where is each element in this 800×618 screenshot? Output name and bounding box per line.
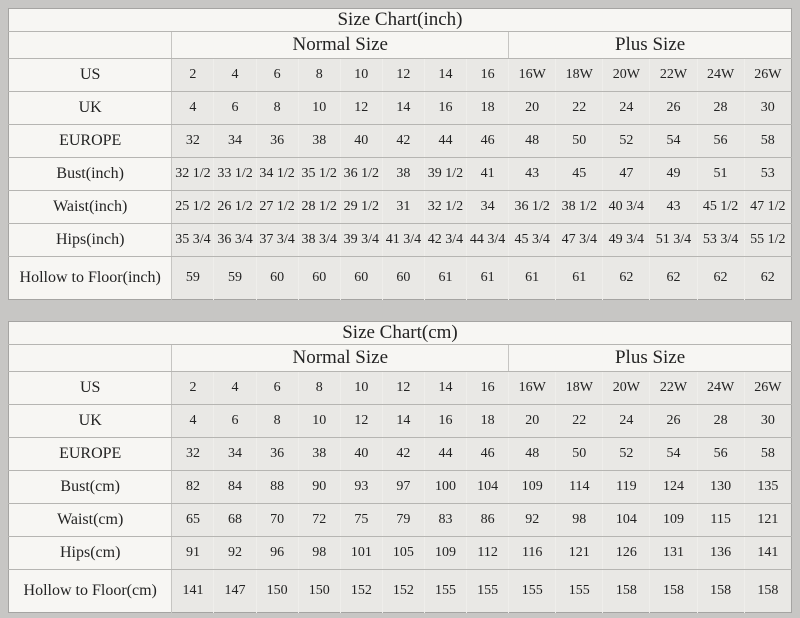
size-value-cell: 136 <box>697 537 744 570</box>
size-value-cell: 96 <box>256 537 298 570</box>
size-value-cell: 84 <box>214 471 256 504</box>
size-value-cell: 27 1/2 <box>256 191 298 224</box>
row-label: EUROPE <box>9 438 172 471</box>
table-row <box>9 92 792 125</box>
size-value-cell: 25 1/2 <box>172 191 214 224</box>
size-value-cell: 32 1/2 <box>424 191 466 224</box>
size-value-cell: 31 <box>382 191 424 224</box>
size-value-cell: 36 <box>256 438 298 471</box>
size-value-cell: 115 <box>697 504 744 537</box>
row-label: Hips(cm) <box>9 537 172 570</box>
size-value-cell: 6 <box>214 92 256 125</box>
size-value-cell: 45 <box>556 158 603 191</box>
table-row <box>9 537 792 570</box>
normal-size-header: Normal Size <box>172 345 509 372</box>
size-value-cell: 90 <box>298 471 340 504</box>
size-value-cell: 16W <box>509 59 556 92</box>
size-value-cell: 34 1/2 <box>256 158 298 191</box>
size-value-cell: 50 <box>556 125 603 158</box>
size-value-cell: 16 <box>424 92 466 125</box>
size-value-cell: 51 3/4 <box>650 224 697 257</box>
table-title-row <box>9 322 792 345</box>
size-value-cell: 135 <box>744 471 791 504</box>
size-value-cell: 56 <box>697 438 744 471</box>
row-label: Bust(cm) <box>9 471 172 504</box>
table-title: Size Chart(cm) <box>9 322 792 345</box>
size-value-cell: 37 3/4 <box>256 224 298 257</box>
plus-size-header: Plus Size <box>509 32 792 59</box>
size-value-cell: 10 <box>298 92 340 125</box>
size-value-cell: 109 <box>424 537 466 570</box>
size-value-cell: 6 <box>256 59 298 92</box>
size-value-cell: 47 <box>603 158 650 191</box>
size-value-cell: 16 <box>467 372 509 405</box>
size-value-cell: 109 <box>650 504 697 537</box>
size-chart-inch-table <box>8 8 792 300</box>
size-value-cell: 61 <box>424 257 466 300</box>
size-value-cell: 6 <box>214 405 256 438</box>
size-value-cell: 38 <box>298 438 340 471</box>
size-value-cell: 101 <box>340 537 382 570</box>
size-value-cell: 47 1/2 <box>744 191 791 224</box>
size-value-cell: 4 <box>214 372 256 405</box>
size-value-cell: 158 <box>603 570 650 613</box>
size-value-cell: 147 <box>214 570 256 613</box>
size-value-cell: 40 3/4 <box>603 191 650 224</box>
size-value-cell: 112 <box>467 537 509 570</box>
size-value-cell: 58 <box>744 438 791 471</box>
size-value-cell: 62 <box>650 257 697 300</box>
size-value-cell: 62 <box>697 257 744 300</box>
size-value-cell: 155 <box>556 570 603 613</box>
size-value-cell: 8 <box>256 405 298 438</box>
size-value-cell: 34 <box>214 438 256 471</box>
size-value-cell: 105 <box>382 537 424 570</box>
size-value-cell: 51 <box>697 158 744 191</box>
size-value-cell: 4 <box>214 59 256 92</box>
size-value-cell: 104 <box>467 471 509 504</box>
size-value-cell: 116 <box>509 537 556 570</box>
size-value-cell: 2 <box>172 59 214 92</box>
size-value-cell: 28 <box>697 405 744 438</box>
table-row <box>9 125 792 158</box>
row-label: US <box>9 372 172 405</box>
size-value-cell: 14 <box>382 92 424 125</box>
size-value-cell: 41 <box>467 158 509 191</box>
size-chart-cm-rows <box>9 372 792 613</box>
size-value-cell: 18 <box>467 405 509 438</box>
row-label: UK <box>9 405 172 438</box>
size-value-cell: 158 <box>744 570 791 613</box>
size-value-cell: 12 <box>340 405 382 438</box>
table-row <box>9 224 792 257</box>
size-value-cell: 40 <box>340 438 382 471</box>
size-value-cell: 44 3/4 <box>467 224 509 257</box>
size-value-cell: 36 1/2 <box>340 158 382 191</box>
size-value-cell: 4 <box>172 92 214 125</box>
size-value-cell: 26W <box>744 372 791 405</box>
size-value-cell: 155 <box>467 570 509 613</box>
table-row <box>9 191 792 224</box>
size-value-cell: 59 <box>172 257 214 300</box>
size-value-cell: 38 3/4 <box>298 224 340 257</box>
size-value-cell: 20 <box>509 405 556 438</box>
size-value-cell: 43 <box>650 191 697 224</box>
size-value-cell: 20 <box>509 92 556 125</box>
size-value-cell: 34 <box>214 125 256 158</box>
size-value-cell: 141 <box>172 570 214 613</box>
size-value-cell: 58 <box>744 125 791 158</box>
size-value-cell: 16 <box>467 59 509 92</box>
size-value-cell: 60 <box>298 257 340 300</box>
size-value-cell: 26 <box>650 405 697 438</box>
size-value-cell: 124 <box>650 471 697 504</box>
size-value-cell: 109 <box>509 471 556 504</box>
size-value-cell: 24W <box>697 372 744 405</box>
size-value-cell: 14 <box>424 372 466 405</box>
size-value-cell: 14 <box>424 59 466 92</box>
size-value-cell: 35 3/4 <box>172 224 214 257</box>
size-value-cell: 38 <box>298 125 340 158</box>
table-row <box>9 570 792 613</box>
table-row <box>9 405 792 438</box>
size-value-cell: 150 <box>256 570 298 613</box>
size-value-cell: 42 <box>382 438 424 471</box>
size-value-cell: 62 <box>603 257 650 300</box>
size-value-cell: 126 <box>603 537 650 570</box>
size-value-cell: 32 <box>172 438 214 471</box>
table-row <box>9 257 792 300</box>
size-value-cell: 61 <box>556 257 603 300</box>
table-row <box>9 59 792 92</box>
size-value-cell: 30 <box>744 405 791 438</box>
size-value-cell: 52 <box>603 438 650 471</box>
size-value-cell: 33 1/2 <box>214 158 256 191</box>
size-value-cell: 39 3/4 <box>340 224 382 257</box>
size-value-cell: 61 <box>509 257 556 300</box>
size-value-cell: 12 <box>382 59 424 92</box>
size-value-cell: 28 1/2 <box>298 191 340 224</box>
normal-size-header: Normal Size <box>172 32 509 59</box>
size-value-cell: 83 <box>424 504 466 537</box>
size-value-cell: 131 <box>650 537 697 570</box>
size-value-cell: 158 <box>697 570 744 613</box>
size-value-cell: 79 <box>382 504 424 537</box>
size-value-cell: 24W <box>697 59 744 92</box>
column-group-row <box>9 345 792 372</box>
size-value-cell: 22W <box>650 372 697 405</box>
size-value-cell: 75 <box>340 504 382 537</box>
size-value-cell: 44 <box>424 438 466 471</box>
size-value-cell: 46 <box>467 125 509 158</box>
table-title-row <box>9 9 792 32</box>
size-value-cell: 119 <box>603 471 650 504</box>
size-value-cell: 72 <box>298 504 340 537</box>
size-value-cell: 8 <box>298 59 340 92</box>
size-value-cell: 36 3/4 <box>214 224 256 257</box>
size-value-cell: 49 3/4 <box>603 224 650 257</box>
size-value-cell: 130 <box>697 471 744 504</box>
size-value-cell: 8 <box>298 372 340 405</box>
size-value-cell: 97 <box>382 471 424 504</box>
size-value-cell: 52 <box>603 125 650 158</box>
size-value-cell: 50 <box>556 438 603 471</box>
size-value-cell: 141 <box>744 537 791 570</box>
size-value-cell: 32 1/2 <box>172 158 214 191</box>
size-value-cell: 10 <box>340 59 382 92</box>
size-value-cell: 93 <box>340 471 382 504</box>
row-label: Bust(inch) <box>9 158 172 191</box>
size-value-cell: 16 <box>424 405 466 438</box>
size-value-cell: 54 <box>650 438 697 471</box>
size-value-cell: 49 <box>650 158 697 191</box>
size-value-cell: 10 <box>340 372 382 405</box>
size-value-cell: 98 <box>556 504 603 537</box>
size-value-cell: 18W <box>556 59 603 92</box>
size-value-cell: 10 <box>298 405 340 438</box>
size-value-cell: 158 <box>650 570 697 613</box>
size-value-cell: 152 <box>340 570 382 613</box>
size-value-cell: 45 3/4 <box>509 224 556 257</box>
size-value-cell: 150 <box>298 570 340 613</box>
size-value-cell: 98 <box>298 537 340 570</box>
size-value-cell: 86 <box>467 504 509 537</box>
table-row <box>9 372 792 405</box>
size-value-cell: 45 1/2 <box>697 191 744 224</box>
size-value-cell: 35 1/2 <box>298 158 340 191</box>
size-value-cell: 152 <box>382 570 424 613</box>
size-value-cell: 46 <box>467 438 509 471</box>
corner-cell <box>9 32 172 59</box>
size-value-cell: 32 <box>172 125 214 158</box>
size-value-cell: 34 <box>467 191 509 224</box>
size-value-cell: 12 <box>382 372 424 405</box>
size-value-cell: 40 <box>340 125 382 158</box>
size-value-cell: 60 <box>340 257 382 300</box>
size-value-cell: 61 <box>467 257 509 300</box>
size-value-cell: 12 <box>340 92 382 125</box>
table-row <box>9 504 792 537</box>
size-value-cell: 24 <box>603 92 650 125</box>
size-value-cell: 62 <box>744 257 791 300</box>
table-row <box>9 438 792 471</box>
size-value-cell: 82 <box>172 471 214 504</box>
size-value-cell: 26 1/2 <box>214 191 256 224</box>
size-value-cell: 53 <box>744 158 791 191</box>
size-value-cell: 30 <box>744 92 791 125</box>
size-value-cell: 155 <box>509 570 556 613</box>
size-value-cell: 54 <box>650 125 697 158</box>
size-value-cell: 38 1/2 <box>556 191 603 224</box>
size-value-cell: 36 1/2 <box>509 191 556 224</box>
size-value-cell: 20W <box>603 59 650 92</box>
size-value-cell: 121 <box>556 537 603 570</box>
size-value-cell: 38 <box>382 158 424 191</box>
size-value-cell: 70 <box>256 504 298 537</box>
table-row <box>9 158 792 191</box>
row-label: Hollow to Floor(inch) <box>9 257 172 300</box>
size-value-cell: 65 <box>172 504 214 537</box>
table-row <box>9 471 792 504</box>
size-value-cell: 47 3/4 <box>556 224 603 257</box>
size-value-cell: 22 <box>556 92 603 125</box>
size-value-cell: 2 <box>172 372 214 405</box>
size-value-cell: 43 <box>509 158 556 191</box>
size-value-cell: 155 <box>424 570 466 613</box>
table-title: Size Chart(inch) <box>9 9 792 32</box>
size-value-cell: 41 3/4 <box>382 224 424 257</box>
size-value-cell: 24 <box>603 405 650 438</box>
row-label: Waist(inch) <box>9 191 172 224</box>
size-value-cell: 42 3/4 <box>424 224 466 257</box>
size-value-cell: 44 <box>424 125 466 158</box>
size-value-cell: 42 <box>382 125 424 158</box>
size-value-cell: 91 <box>172 537 214 570</box>
size-value-cell: 18W <box>556 372 603 405</box>
size-value-cell: 48 <box>509 438 556 471</box>
size-value-cell: 18 <box>467 92 509 125</box>
size-value-cell: 26 <box>650 92 697 125</box>
row-label: UK <box>9 92 172 125</box>
size-chart-inch-rows <box>9 59 792 300</box>
size-value-cell: 29 1/2 <box>340 191 382 224</box>
size-value-cell: 100 <box>424 471 466 504</box>
size-value-cell: 4 <box>172 405 214 438</box>
size-value-cell: 59 <box>214 257 256 300</box>
column-group-row <box>9 32 792 59</box>
size-value-cell: 92 <box>509 504 556 537</box>
size-value-cell: 26W <box>744 59 791 92</box>
size-value-cell: 53 3/4 <box>697 224 744 257</box>
size-value-cell: 20W <box>603 372 650 405</box>
size-value-cell: 60 <box>382 257 424 300</box>
size-value-cell: 22W <box>650 59 697 92</box>
row-label: EUROPE <box>9 125 172 158</box>
size-value-cell: 36 <box>256 125 298 158</box>
size-value-cell: 48 <box>509 125 556 158</box>
row-label: US <box>9 59 172 92</box>
row-label: Hips(inch) <box>9 224 172 257</box>
size-value-cell: 22 <box>556 405 603 438</box>
size-value-cell: 8 <box>256 92 298 125</box>
size-value-cell: 6 <box>256 372 298 405</box>
size-value-cell: 16W <box>509 372 556 405</box>
corner-cell <box>9 345 172 372</box>
size-chart-cm-table <box>8 321 792 613</box>
size-value-cell: 92 <box>214 537 256 570</box>
size-value-cell: 14 <box>382 405 424 438</box>
size-value-cell: 60 <box>256 257 298 300</box>
size-value-cell: 39 1/2 <box>424 158 466 191</box>
row-label: Hollow to Floor(cm) <box>9 570 172 613</box>
size-value-cell: 121 <box>744 504 791 537</box>
size-value-cell: 88 <box>256 471 298 504</box>
size-value-cell: 55 1/2 <box>744 224 791 257</box>
size-value-cell: 28 <box>697 92 744 125</box>
row-label: Waist(cm) <box>9 504 172 537</box>
size-value-cell: 104 <box>603 504 650 537</box>
plus-size-header: Plus Size <box>509 345 792 372</box>
size-value-cell: 56 <box>697 125 744 158</box>
size-value-cell: 114 <box>556 471 603 504</box>
size-value-cell: 68 <box>214 504 256 537</box>
